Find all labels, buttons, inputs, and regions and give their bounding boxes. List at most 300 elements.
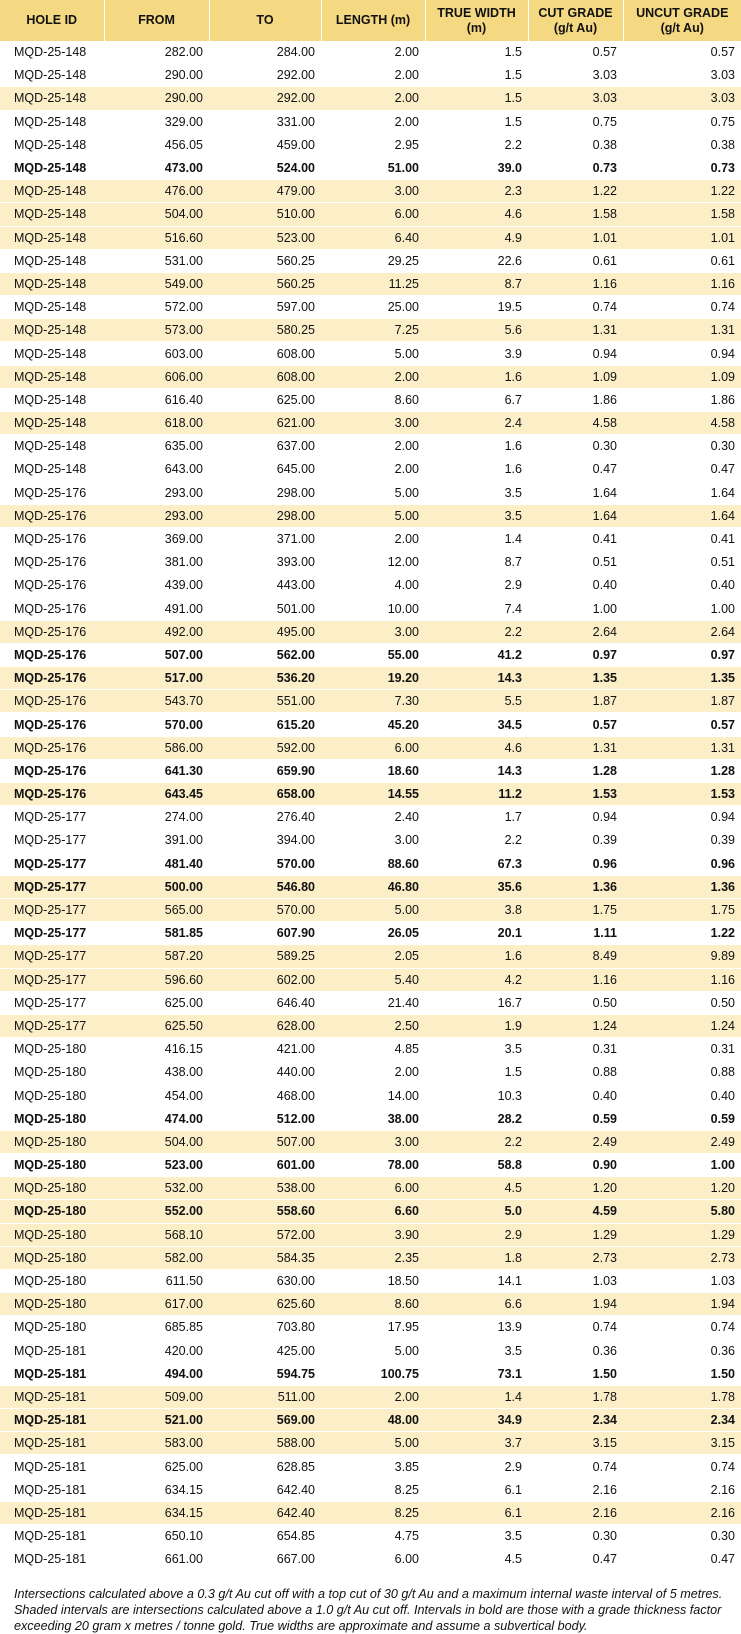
cell-true-width: 7.4 bbox=[425, 597, 528, 620]
cell-length: 5.00 bbox=[321, 481, 425, 504]
cell-length: 4.75 bbox=[321, 1525, 425, 1548]
cell-from: 290.00 bbox=[104, 87, 209, 110]
cell-to: 592.00 bbox=[209, 736, 321, 759]
cell-length: 5.40 bbox=[321, 968, 425, 991]
cell-true-width: 4.5 bbox=[425, 1548, 528, 1571]
cell-length: 6.00 bbox=[321, 203, 425, 226]
cell-true-width: 3.5 bbox=[425, 481, 528, 504]
cell-cut-grade: 0.31 bbox=[528, 1038, 623, 1061]
cell-true-width: 6.6 bbox=[425, 1293, 528, 1316]
cell-to: 601.00 bbox=[209, 1154, 321, 1177]
table-row bbox=[0, 968, 741, 991]
cell-uncut-grade: 1.24 bbox=[623, 1014, 741, 1037]
cell-length: 14.55 bbox=[321, 783, 425, 806]
cell-to: 607.90 bbox=[209, 922, 321, 945]
cell-uncut-grade: 1.64 bbox=[623, 481, 741, 504]
cell-to: 628.85 bbox=[209, 1455, 321, 1478]
cell-hole-id: MQD-25-180 bbox=[0, 1223, 104, 1246]
cell-uncut-grade: 1.31 bbox=[623, 319, 741, 342]
cell-length: 10.00 bbox=[321, 597, 425, 620]
cell-cut-grade: 1.03 bbox=[528, 1269, 623, 1292]
table-row bbox=[0, 319, 741, 342]
cell-length: 2.00 bbox=[321, 1061, 425, 1084]
cell-from: 625.50 bbox=[104, 1014, 209, 1037]
cell-hole-id: MQD-25-176 bbox=[0, 481, 104, 504]
cell-hole-id: MQD-25-148 bbox=[0, 41, 104, 64]
cell-cut-grade: 0.74 bbox=[528, 296, 623, 319]
cell-uncut-grade: 0.31 bbox=[623, 1038, 741, 1061]
cell-uncut-grade: 0.74 bbox=[623, 296, 741, 319]
cell-true-width: 1.6 bbox=[425, 435, 528, 458]
cell-hole-id: MQD-25-181 bbox=[0, 1478, 104, 1501]
table-row bbox=[0, 829, 741, 852]
cell-from: 517.00 bbox=[104, 667, 209, 690]
cell-length: 4.85 bbox=[321, 1038, 425, 1061]
cell-cut-grade: 0.38 bbox=[528, 133, 623, 156]
cell-uncut-grade: 0.74 bbox=[623, 1455, 741, 1478]
cell-to: 393.00 bbox=[209, 551, 321, 574]
cell-from: 625.00 bbox=[104, 1455, 209, 1478]
cell-cut-grade: 1.24 bbox=[528, 1014, 623, 1037]
cell-cut-grade: 1.53 bbox=[528, 783, 623, 806]
table-row bbox=[0, 1177, 741, 1200]
cell-true-width: 3.5 bbox=[425, 1038, 528, 1061]
cell-from: 611.50 bbox=[104, 1269, 209, 1292]
cell-uncut-grade: 0.47 bbox=[623, 458, 741, 481]
cell-hole-id: MQD-25-177 bbox=[0, 1014, 104, 1037]
cell-from: 532.00 bbox=[104, 1177, 209, 1200]
cell-uncut-grade: 0.57 bbox=[623, 713, 741, 736]
cell-to: 536.20 bbox=[209, 667, 321, 690]
table-row bbox=[0, 551, 741, 574]
cell-cut-grade: 0.94 bbox=[528, 806, 623, 829]
cell-to: 572.00 bbox=[209, 1223, 321, 1246]
cell-from: 596.60 bbox=[104, 968, 209, 991]
table-row bbox=[0, 504, 741, 527]
cell-from: 476.00 bbox=[104, 180, 209, 203]
cell-from: 581.85 bbox=[104, 922, 209, 945]
cell-from: 439.00 bbox=[104, 574, 209, 597]
table-row bbox=[0, 1525, 741, 1548]
cell-true-width: 2.2 bbox=[425, 1130, 528, 1153]
cell-length: 2.00 bbox=[321, 458, 425, 481]
cell-from: 650.10 bbox=[104, 1525, 209, 1548]
cell-from: 521.00 bbox=[104, 1409, 209, 1432]
cell-to: 654.85 bbox=[209, 1525, 321, 1548]
cell-length: 2.05 bbox=[321, 945, 425, 968]
cell-to: 298.00 bbox=[209, 481, 321, 504]
cell-length: 11.25 bbox=[321, 272, 425, 295]
cell-length: 7.25 bbox=[321, 319, 425, 342]
cell-true-width: 11.2 bbox=[425, 783, 528, 806]
cell-true-width: 6.7 bbox=[425, 388, 528, 411]
cell-hole-id: MQD-25-148 bbox=[0, 365, 104, 388]
cell-uncut-grade: 1.22 bbox=[623, 922, 741, 945]
cell-hole-id: MQD-25-148 bbox=[0, 342, 104, 365]
header-length bbox=[321, 0, 425, 41]
cell-true-width: 14.3 bbox=[425, 667, 528, 690]
cell-cut-grade: 0.36 bbox=[528, 1339, 623, 1362]
cell-true-width: 1.4 bbox=[425, 527, 528, 550]
cell-true-width: 1.7 bbox=[425, 806, 528, 829]
cell-true-width: 1.6 bbox=[425, 945, 528, 968]
cell-cut-grade: 0.59 bbox=[528, 1107, 623, 1130]
cell-true-width: 58.8 bbox=[425, 1154, 528, 1177]
cell-hole-id: MQD-25-180 bbox=[0, 1061, 104, 1084]
cell-length: 46.80 bbox=[321, 875, 425, 898]
cell-hole-id: MQD-25-148 bbox=[0, 296, 104, 319]
table-row bbox=[0, 296, 741, 319]
cell-uncut-grade: 1.75 bbox=[623, 898, 741, 921]
header-unit: (g/t Au) bbox=[660, 20, 704, 35]
cell-to: 523.00 bbox=[209, 226, 321, 249]
cell-from: 481.40 bbox=[104, 852, 209, 875]
cell-to: 421.00 bbox=[209, 1038, 321, 1061]
table-row bbox=[0, 1223, 741, 1246]
cell-uncut-grade: 2.49 bbox=[623, 1130, 741, 1153]
cell-hole-id: MQD-25-180 bbox=[0, 1038, 104, 1061]
table-row bbox=[0, 991, 741, 1014]
cell-from: 587.20 bbox=[104, 945, 209, 968]
cell-true-width: 4.6 bbox=[425, 203, 528, 226]
cell-length: 6.00 bbox=[321, 1177, 425, 1200]
cell-true-width: 35.6 bbox=[425, 875, 528, 898]
table-row bbox=[0, 272, 741, 295]
table-row bbox=[0, 1432, 741, 1455]
cell-to: 588.00 bbox=[209, 1432, 321, 1455]
cell-length: 2.00 bbox=[321, 435, 425, 458]
cell-length: 6.00 bbox=[321, 736, 425, 759]
cell-uncut-grade: 0.94 bbox=[623, 342, 741, 365]
table-row bbox=[0, 1269, 741, 1292]
cell-hole-id: MQD-25-180 bbox=[0, 1154, 104, 1177]
cell-to: 292.00 bbox=[209, 64, 321, 87]
table-row bbox=[0, 180, 741, 203]
cell-uncut-grade: 0.97 bbox=[623, 643, 741, 666]
cell-cut-grade: 2.49 bbox=[528, 1130, 623, 1153]
cell-length: 2.00 bbox=[321, 87, 425, 110]
cell-hole-id: MQD-25-148 bbox=[0, 272, 104, 295]
cell-hole-id: MQD-25-177 bbox=[0, 875, 104, 898]
cell-uncut-grade: 1.20 bbox=[623, 1177, 741, 1200]
cell-hole-id: MQD-25-148 bbox=[0, 412, 104, 435]
table-row bbox=[0, 643, 741, 666]
cell-hole-id: MQD-25-181 bbox=[0, 1455, 104, 1478]
cell-length: 3.85 bbox=[321, 1455, 425, 1478]
cell-hole-id: MQD-25-148 bbox=[0, 458, 104, 481]
cell-to: 667.00 bbox=[209, 1548, 321, 1571]
table-row bbox=[0, 1130, 741, 1153]
cell-hole-id: MQD-25-177 bbox=[0, 922, 104, 945]
cell-length: 4.00 bbox=[321, 574, 425, 597]
cell-to: 507.00 bbox=[209, 1130, 321, 1153]
header-unit: (g/t Au) bbox=[553, 20, 598, 35]
cell-to: 524.00 bbox=[209, 156, 321, 179]
cell-length: 8.60 bbox=[321, 1293, 425, 1316]
table-row bbox=[0, 1316, 741, 1339]
table-row bbox=[0, 1200, 741, 1223]
cell-length: 2.35 bbox=[321, 1246, 425, 1269]
cell-from: 492.00 bbox=[104, 620, 209, 643]
cell-from: 509.00 bbox=[104, 1385, 209, 1408]
cell-hole-id: MQD-25-177 bbox=[0, 852, 104, 875]
cell-from: 685.85 bbox=[104, 1316, 209, 1339]
cell-hole-id: MQD-25-148 bbox=[0, 64, 104, 87]
table-row bbox=[0, 922, 741, 945]
cell-true-width: 20.1 bbox=[425, 922, 528, 945]
cell-cut-grade: 1.87 bbox=[528, 690, 623, 713]
cell-true-width: 73.1 bbox=[425, 1362, 528, 1385]
cell-cut-grade: 3.15 bbox=[528, 1432, 623, 1455]
cell-to: 538.00 bbox=[209, 1177, 321, 1200]
cell-true-width: 1.5 bbox=[425, 1061, 528, 1084]
cell-cut-grade: 2.64 bbox=[528, 620, 623, 643]
cell-cut-grade: 8.49 bbox=[528, 945, 623, 968]
table-header-row bbox=[0, 0, 741, 41]
cell-uncut-grade: 1.16 bbox=[623, 968, 741, 991]
cell-true-width: 2.2 bbox=[425, 620, 528, 643]
cell-to: 637.00 bbox=[209, 435, 321, 458]
cell-to: 602.00 bbox=[209, 968, 321, 991]
cell-to: 558.60 bbox=[209, 1200, 321, 1223]
cell-to: 642.40 bbox=[209, 1501, 321, 1524]
cell-to: 495.00 bbox=[209, 620, 321, 643]
cell-to: 551.00 bbox=[209, 690, 321, 713]
cell-length: 25.00 bbox=[321, 296, 425, 319]
cell-true-width: 14.3 bbox=[425, 759, 528, 782]
cell-cut-grade: 0.57 bbox=[528, 41, 623, 64]
cell-from: 583.00 bbox=[104, 1432, 209, 1455]
cell-hole-id: MQD-25-181 bbox=[0, 1362, 104, 1385]
table-row bbox=[0, 667, 741, 690]
header-hole-id bbox=[0, 0, 104, 41]
cell-uncut-grade: 1.94 bbox=[623, 1293, 741, 1316]
cell-uncut-grade: 0.57 bbox=[623, 41, 741, 64]
cell-length: 8.60 bbox=[321, 388, 425, 411]
cell-from: 625.00 bbox=[104, 991, 209, 1014]
cell-true-width: 3.7 bbox=[425, 1432, 528, 1455]
cell-true-width: 39.0 bbox=[425, 156, 528, 179]
cell-hole-id: MQD-25-148 bbox=[0, 226, 104, 249]
cell-cut-grade: 1.50 bbox=[528, 1362, 623, 1385]
cell-from: 606.00 bbox=[104, 365, 209, 388]
cell-uncut-grade: 0.61 bbox=[623, 249, 741, 272]
cell-from: 329.00 bbox=[104, 110, 209, 133]
cell-cut-grade: 0.57 bbox=[528, 713, 623, 736]
cell-from: 543.70 bbox=[104, 690, 209, 713]
cell-length: 55.00 bbox=[321, 643, 425, 666]
cell-cut-grade: 0.74 bbox=[528, 1316, 623, 1339]
cell-to: 659.90 bbox=[209, 759, 321, 782]
table-row bbox=[0, 690, 741, 713]
cell-uncut-grade: 0.40 bbox=[623, 1084, 741, 1107]
header-label: UNCUT GRADE bbox=[636, 5, 729, 20]
cell-cut-grade: 1.31 bbox=[528, 736, 623, 759]
table-row bbox=[0, 87, 741, 110]
cell-hole-id: MQD-25-177 bbox=[0, 991, 104, 1014]
cell-cut-grade: 0.73 bbox=[528, 156, 623, 179]
cell-from: 531.00 bbox=[104, 249, 209, 272]
header-uncut-grade bbox=[623, 0, 741, 41]
cell-true-width: 2.2 bbox=[425, 133, 528, 156]
cell-from: 573.00 bbox=[104, 319, 209, 342]
cell-to: 621.00 bbox=[209, 412, 321, 435]
cell-hole-id: MQD-25-180 bbox=[0, 1246, 104, 1269]
cell-hole-id: MQD-25-176 bbox=[0, 759, 104, 782]
cell-hole-id: MQD-25-176 bbox=[0, 736, 104, 759]
cell-uncut-grade: 1.58 bbox=[623, 203, 741, 226]
cell-from: 293.00 bbox=[104, 481, 209, 504]
cell-hole-id: MQD-25-148 bbox=[0, 319, 104, 342]
cell-to: 597.00 bbox=[209, 296, 321, 319]
cell-from: 504.00 bbox=[104, 1130, 209, 1153]
table-row bbox=[0, 1478, 741, 1501]
cell-hole-id: MQD-25-180 bbox=[0, 1316, 104, 1339]
table-row bbox=[0, 1293, 741, 1316]
cell-length: 8.25 bbox=[321, 1501, 425, 1524]
table-row bbox=[0, 412, 741, 435]
cell-true-width: 13.9 bbox=[425, 1316, 528, 1339]
cell-hole-id: MQD-25-176 bbox=[0, 551, 104, 574]
cell-to: 658.00 bbox=[209, 783, 321, 806]
cell-length: 29.25 bbox=[321, 249, 425, 272]
cell-true-width: 4.2 bbox=[425, 968, 528, 991]
cell-cut-grade: 0.97 bbox=[528, 643, 623, 666]
table-row bbox=[0, 342, 741, 365]
table-row bbox=[0, 736, 741, 759]
cell-true-width: 1.9 bbox=[425, 1014, 528, 1037]
cell-to: 703.80 bbox=[209, 1316, 321, 1339]
cell-length: 19.20 bbox=[321, 667, 425, 690]
cell-true-width: 1.5 bbox=[425, 87, 528, 110]
table-row bbox=[0, 620, 741, 643]
cell-true-width: 4.5 bbox=[425, 1177, 528, 1200]
table-row bbox=[0, 1409, 741, 1432]
cell-to: 570.00 bbox=[209, 898, 321, 921]
cell-true-width: 22.6 bbox=[425, 249, 528, 272]
cell-to: 589.25 bbox=[209, 945, 321, 968]
cell-from: 586.00 bbox=[104, 736, 209, 759]
table-row bbox=[0, 435, 741, 458]
cell-true-width: 5.5 bbox=[425, 690, 528, 713]
header-true-width bbox=[425, 0, 528, 41]
cell-to: 276.40 bbox=[209, 806, 321, 829]
cell-from: 634.15 bbox=[104, 1501, 209, 1524]
cell-to: 584.35 bbox=[209, 1246, 321, 1269]
header-label: LENGTH (m) bbox=[335, 13, 411, 27]
cell-uncut-grade: 1.00 bbox=[623, 1154, 741, 1177]
cell-length: 51.00 bbox=[321, 156, 425, 179]
cell-true-width: 41.2 bbox=[425, 643, 528, 666]
cell-uncut-grade: 0.36 bbox=[623, 1339, 741, 1362]
cell-true-width: 14.1 bbox=[425, 1269, 528, 1292]
cell-to: 569.00 bbox=[209, 1409, 321, 1432]
cell-cut-grade: 1.36 bbox=[528, 875, 623, 898]
cell-uncut-grade: 0.75 bbox=[623, 110, 741, 133]
cell-uncut-grade: 1.36 bbox=[623, 875, 741, 898]
cell-uncut-grade: 3.15 bbox=[623, 1432, 741, 1455]
cell-uncut-grade: 1.16 bbox=[623, 272, 741, 295]
cell-cut-grade: 1.09 bbox=[528, 365, 623, 388]
cell-to: 625.00 bbox=[209, 388, 321, 411]
cell-from: 491.00 bbox=[104, 597, 209, 620]
cell-to: 608.00 bbox=[209, 365, 321, 388]
cell-cut-grade: 0.90 bbox=[528, 1154, 623, 1177]
table-row bbox=[0, 1246, 741, 1269]
header-unit: (m) bbox=[466, 20, 487, 35]
cell-true-width: 4.9 bbox=[425, 226, 528, 249]
cell-cut-grade: 2.16 bbox=[528, 1501, 623, 1524]
table-row bbox=[0, 1548, 741, 1571]
cell-hole-id: MQD-25-181 bbox=[0, 1432, 104, 1455]
cell-uncut-grade: 0.51 bbox=[623, 551, 741, 574]
cell-from: 507.00 bbox=[104, 643, 209, 666]
cell-uncut-grade: 0.30 bbox=[623, 1525, 741, 1548]
cell-cut-grade: 1.11 bbox=[528, 922, 623, 945]
cell-from: 565.00 bbox=[104, 898, 209, 921]
cell-from: 549.00 bbox=[104, 272, 209, 295]
cell-true-width: 1.8 bbox=[425, 1246, 528, 1269]
cell-cut-grade: 0.75 bbox=[528, 110, 623, 133]
cell-uncut-grade: 1.09 bbox=[623, 365, 741, 388]
cell-true-width: 1.6 bbox=[425, 365, 528, 388]
cell-true-width: 10.3 bbox=[425, 1084, 528, 1107]
cell-uncut-grade: 1.64 bbox=[623, 504, 741, 527]
cell-length: 14.00 bbox=[321, 1084, 425, 1107]
cell-hole-id: MQD-25-148 bbox=[0, 388, 104, 411]
cell-uncut-grade: 5.80 bbox=[623, 1200, 741, 1223]
cell-uncut-grade: 0.74 bbox=[623, 1316, 741, 1339]
cell-to: 501.00 bbox=[209, 597, 321, 620]
cell-hole-id: MQD-25-176 bbox=[0, 713, 104, 736]
cell-uncut-grade: 0.50 bbox=[623, 991, 741, 1014]
cell-length: 12.00 bbox=[321, 551, 425, 574]
cell-true-width: 1.4 bbox=[425, 1385, 528, 1408]
cell-length: 5.00 bbox=[321, 342, 425, 365]
cell-uncut-grade: 3.03 bbox=[623, 64, 741, 87]
cell-from: 438.00 bbox=[104, 1061, 209, 1084]
table-row bbox=[0, 1084, 741, 1107]
cell-length: 6.40 bbox=[321, 226, 425, 249]
cell-from: 416.15 bbox=[104, 1038, 209, 1061]
cell-uncut-grade: 2.16 bbox=[623, 1501, 741, 1524]
cell-uncut-grade: 0.41 bbox=[623, 527, 741, 550]
cell-true-width: 8.7 bbox=[425, 272, 528, 295]
cell-cut-grade: 4.59 bbox=[528, 1200, 623, 1223]
cell-cut-grade: 0.51 bbox=[528, 551, 623, 574]
cell-hole-id: MQD-25-181 bbox=[0, 1385, 104, 1408]
table-row bbox=[0, 875, 741, 898]
table-row bbox=[0, 1038, 741, 1061]
cell-cut-grade: 0.50 bbox=[528, 991, 623, 1014]
cell-true-width: 2.2 bbox=[425, 829, 528, 852]
cell-true-width: 3.5 bbox=[425, 504, 528, 527]
cell-to: 580.25 bbox=[209, 319, 321, 342]
cell-to: 608.00 bbox=[209, 342, 321, 365]
table-row bbox=[0, 1339, 741, 1362]
cell-hole-id: MQD-25-176 bbox=[0, 783, 104, 806]
cell-from: 616.40 bbox=[104, 388, 209, 411]
table-row bbox=[0, 527, 741, 550]
cell-cut-grade: 1.86 bbox=[528, 388, 623, 411]
cell-uncut-grade: 1.86 bbox=[623, 388, 741, 411]
cell-cut-grade: 0.47 bbox=[528, 458, 623, 481]
table-row bbox=[0, 852, 741, 875]
cell-to: 562.00 bbox=[209, 643, 321, 666]
cell-uncut-grade: 1.53 bbox=[623, 783, 741, 806]
cell-uncut-grade: 0.40 bbox=[623, 574, 741, 597]
table-row bbox=[0, 759, 741, 782]
